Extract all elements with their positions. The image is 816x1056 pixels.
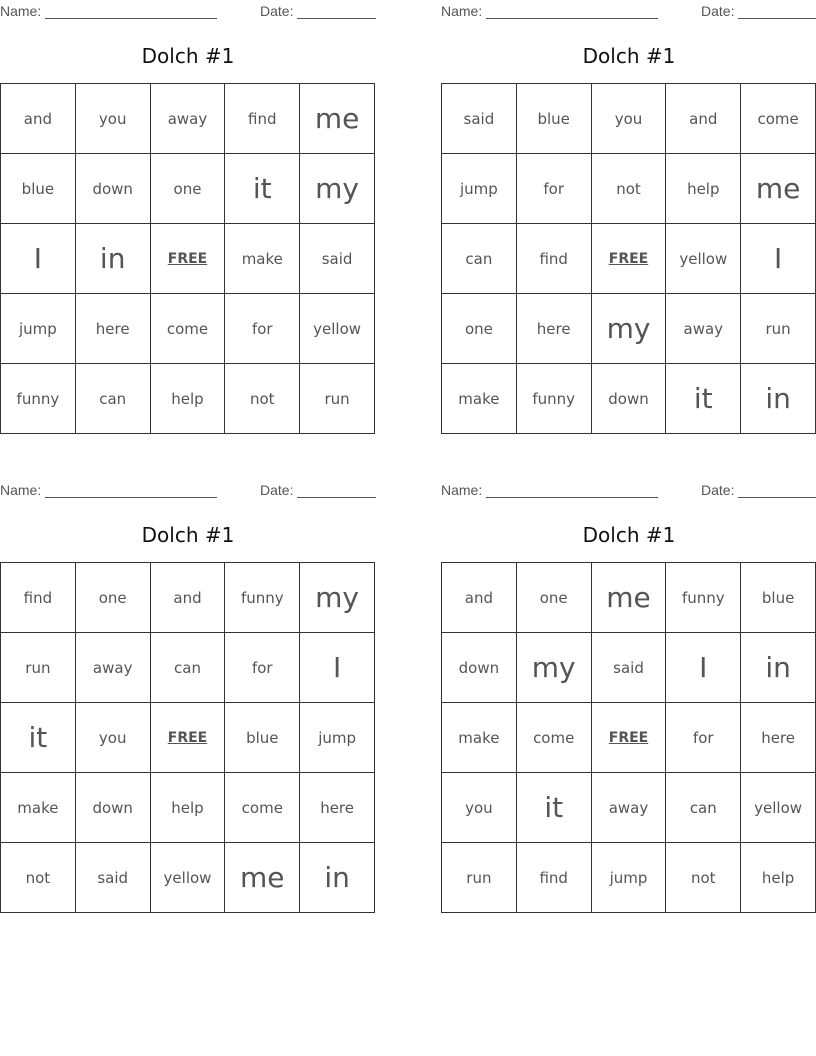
- word-cell: run: [300, 364, 375, 434]
- word-cell: my: [300, 563, 375, 633]
- card-title: Dolch #1: [582, 44, 676, 68]
- word-cell: jump: [300, 703, 375, 773]
- name-date-header: [441, 3, 816, 19]
- word-cell: funny: [666, 563, 741, 633]
- bingo-card: [441, 479, 816, 919]
- word-cell: it: [225, 154, 300, 224]
- name-label: Name:: [441, 3, 483, 19]
- bingo-card: [0, 479, 376, 919]
- word-cell: yellow: [741, 773, 816, 843]
- word-cell: jump: [1, 294, 76, 364]
- word-cell: away: [76, 633, 151, 703]
- word-cell: jump: [442, 154, 517, 224]
- word-cell: come: [517, 703, 592, 773]
- word-cell: one: [442, 294, 517, 364]
- word-cell: and: [666, 84, 741, 154]
- free-space-cell: FREE: [592, 224, 667, 294]
- bingo-grid: [441, 562, 816, 913]
- word-cell: for: [225, 294, 300, 364]
- word-cell: for: [517, 154, 592, 224]
- date-label: Date:: [260, 482, 294, 498]
- word-cell: yellow: [300, 294, 375, 364]
- word-cell: I: [300, 633, 375, 703]
- word-cell: I: [666, 633, 741, 703]
- name-label: Name:: [0, 482, 42, 498]
- word-cell: find: [225, 84, 300, 154]
- word-cell: away: [592, 773, 667, 843]
- word-cell: can: [76, 364, 151, 434]
- word-cell: blue: [517, 84, 592, 154]
- word-cell: you: [442, 773, 517, 843]
- name-blank-line: [486, 497, 658, 498]
- word-cell: down: [592, 364, 667, 434]
- word-cell: away: [666, 294, 741, 364]
- word-cell: run: [442, 843, 517, 913]
- word-cell: can: [442, 224, 517, 294]
- word-cell: said: [76, 843, 151, 913]
- word-cell: run: [1, 633, 76, 703]
- free-space-cell: FREE: [151, 224, 226, 294]
- word-cell: in: [300, 843, 375, 913]
- word-cell: not: [666, 843, 741, 913]
- word-cell: can: [151, 633, 226, 703]
- word-cell: me: [741, 154, 816, 224]
- card-title: Dolch #1: [582, 523, 676, 547]
- word-cell: you: [76, 703, 151, 773]
- date-blank-line: [738, 497, 816, 498]
- word-cell: funny: [225, 563, 300, 633]
- word-cell: find: [517, 224, 592, 294]
- bingo-grid: [441, 83, 816, 434]
- bingo-grid: [0, 562, 375, 913]
- word-cell: down: [442, 633, 517, 703]
- word-cell: down: [76, 154, 151, 224]
- word-cell: in: [741, 364, 816, 434]
- word-cell: down: [76, 773, 151, 843]
- word-cell: in: [76, 224, 151, 294]
- word-cell: for: [225, 633, 300, 703]
- word-cell: away: [151, 84, 226, 154]
- name-date-header: [441, 482, 816, 498]
- word-cell: it: [666, 364, 741, 434]
- word-cell: not: [225, 364, 300, 434]
- word-cell: one: [517, 563, 592, 633]
- word-cell: come: [225, 773, 300, 843]
- word-cell: said: [300, 224, 375, 294]
- word-cell: my: [300, 154, 375, 224]
- word-cell: me: [225, 843, 300, 913]
- bingo-card: [441, 0, 816, 440]
- word-cell: said: [592, 633, 667, 703]
- word-cell: not: [592, 154, 667, 224]
- word-cell: here: [517, 294, 592, 364]
- word-cell: make: [442, 703, 517, 773]
- word-cell: here: [300, 773, 375, 843]
- card-title: Dolch #1: [141, 44, 235, 68]
- name-blank-line: [45, 18, 217, 19]
- name-date-header: [0, 3, 376, 19]
- word-cell: make: [1, 773, 76, 843]
- word-cell: help: [151, 364, 226, 434]
- word-cell: and: [442, 563, 517, 633]
- card-title: Dolch #1: [141, 523, 235, 547]
- word-cell: help: [151, 773, 226, 843]
- word-cell: run: [741, 294, 816, 364]
- word-cell: blue: [741, 563, 816, 633]
- word-cell: one: [151, 154, 226, 224]
- date-label: Date:: [701, 482, 735, 498]
- word-cell: jump: [592, 843, 667, 913]
- word-cell: can: [666, 773, 741, 843]
- date-label: Date:: [701, 3, 735, 19]
- word-cell: I: [741, 224, 816, 294]
- date-label: Date:: [260, 3, 294, 19]
- word-cell: make: [225, 224, 300, 294]
- word-cell: come: [151, 294, 226, 364]
- word-cell: find: [1, 563, 76, 633]
- word-cell: funny: [1, 364, 76, 434]
- word-cell: yellow: [666, 224, 741, 294]
- word-cell: my: [592, 294, 667, 364]
- word-cell: one: [76, 563, 151, 633]
- word-cell: my: [517, 633, 592, 703]
- free-space-cell: FREE: [592, 703, 667, 773]
- name-label: Name:: [441, 482, 483, 498]
- date-blank-line: [297, 18, 376, 19]
- date-blank-line: [297, 497, 376, 498]
- word-cell: and: [1, 84, 76, 154]
- bingo-grid: [0, 83, 375, 434]
- word-cell: I: [1, 224, 76, 294]
- word-cell: me: [592, 563, 667, 633]
- name-label: Name:: [0, 3, 42, 19]
- word-cell: here: [741, 703, 816, 773]
- word-cell: it: [1, 703, 76, 773]
- word-cell: funny: [517, 364, 592, 434]
- bingo-card: [0, 0, 376, 440]
- word-cell: not: [1, 843, 76, 913]
- word-cell: it: [517, 773, 592, 843]
- word-cell: me: [300, 84, 375, 154]
- word-cell: yellow: [151, 843, 226, 913]
- word-cell: here: [76, 294, 151, 364]
- word-cell: you: [76, 84, 151, 154]
- word-cell: and: [151, 563, 226, 633]
- word-cell: find: [517, 843, 592, 913]
- word-cell: said: [442, 84, 517, 154]
- word-cell: help: [741, 843, 816, 913]
- free-space-cell: FREE: [151, 703, 226, 773]
- word-cell: blue: [1, 154, 76, 224]
- name-blank-line: [486, 18, 658, 19]
- word-cell: help: [666, 154, 741, 224]
- word-cell: for: [666, 703, 741, 773]
- name-date-header: [0, 482, 376, 498]
- word-cell: make: [442, 364, 517, 434]
- word-cell: in: [741, 633, 816, 703]
- word-cell: blue: [225, 703, 300, 773]
- word-cell: you: [592, 84, 667, 154]
- date-blank-line: [738, 18, 816, 19]
- word-cell: come: [741, 84, 816, 154]
- name-blank-line: [45, 497, 217, 498]
